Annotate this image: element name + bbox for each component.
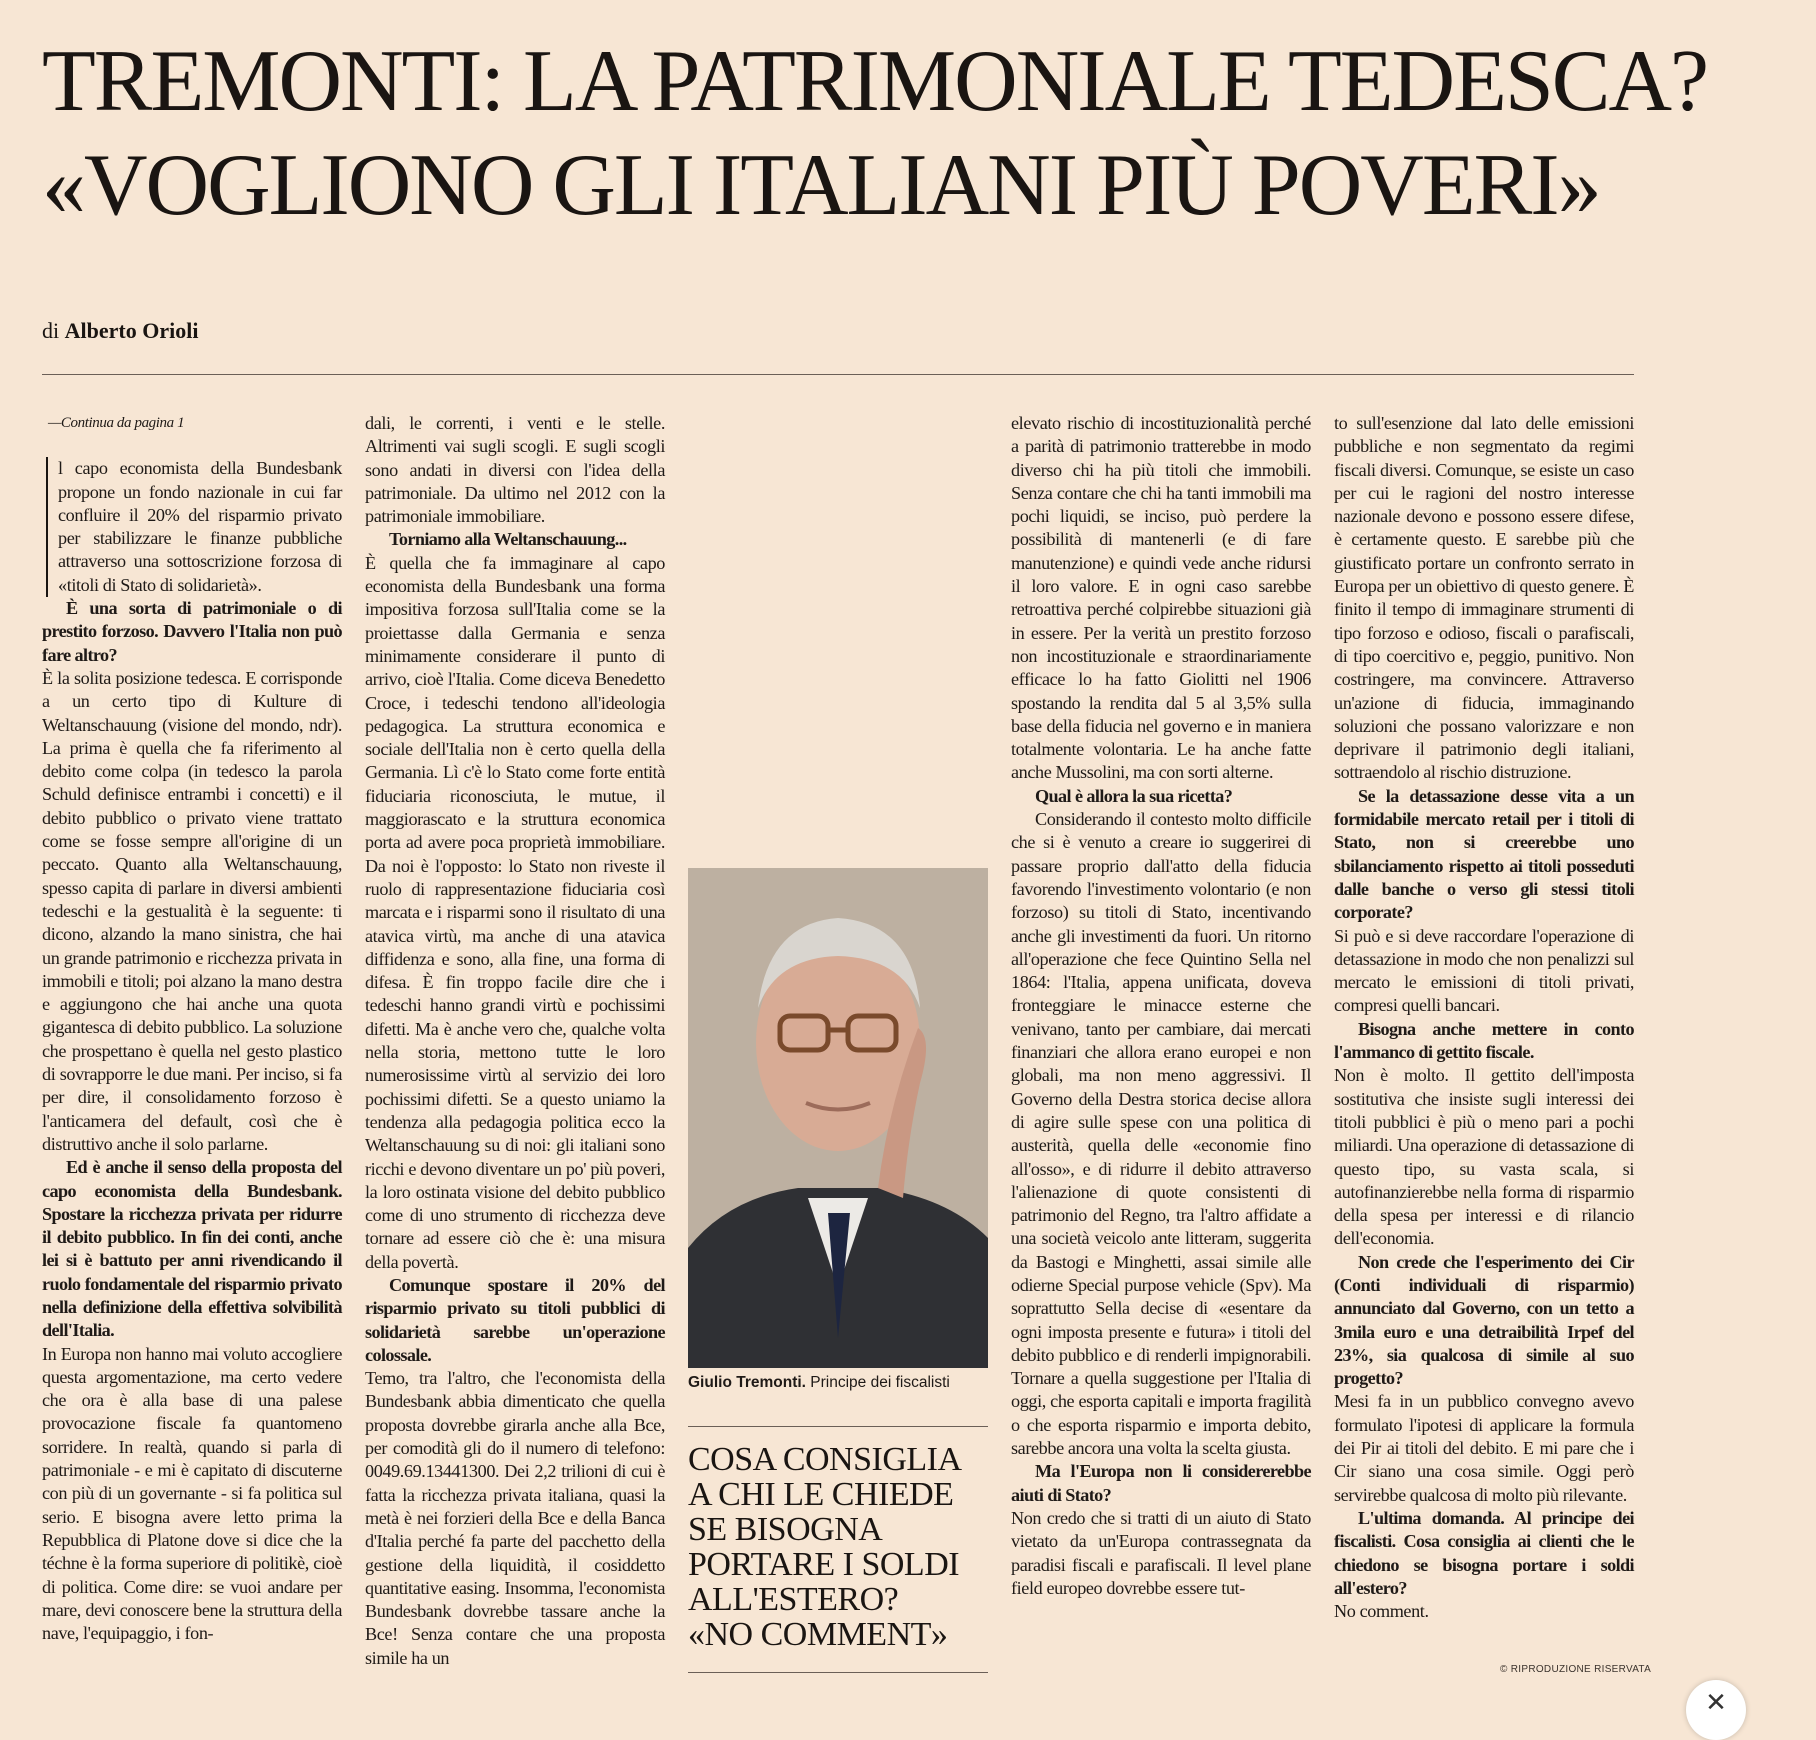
headline-line-2: «VOGLIONO GLI ITALIANI PIÙ POVERI»	[42, 137, 1600, 234]
article-paragraph: È quella che fa immaginare al capo economista della Bundesbank una forma impositiva forzosa sull'Italia come se la proiettasse dalla Germania e senza minimamente considerare il punto di arrivo, cioè l'Italia. Come diceva Benedetto Croce, i tedeschi tendono all'ideologia pedagogica. La struttura economica e sociale dell'Italia non è certo quella della Germania. Lì c'è lo Stato come forte entità fiduciaria riconosciuta, le mutue, il maggiorascato e la struttura economica porta ad avere poca proprietà immobiliare. Da noi è l'opposto: lo Stato non riveste il ruolo di rappresentazione fiduciaria così marcata e i risparmi sono il risultato di una atavica virtù, ma anche di una atavica diffidenza e sono, alla fine, una forma di difesa. È fin troppo facile dire che i tedeschi hanno grandi virtù e pochissimi difetti. Ma è anche vero che, qualche volta nella storia, mettono tutte le loro numerosissime virtù al servizio dei loro pochissimi difetti. Se a questo uniamo la tendenza alla pedagogia politica ecco la Weltanschauung su di noi: gli italiani sono ricchi e devono diventare un po' più poveri, la loro ostinata visione del debito pubblico come di uno strumento di ricchezza deve tornare ad essere ciò che è: una misura della povertà.	[365, 552, 665, 1272]
pullquote-bottom-rule	[688, 1672, 988, 1673]
byline-prefix: di	[42, 318, 60, 343]
byline	[42, 318, 198, 344]
article-paragraph: Mesi fa in un pubblico convegno avevo formulato l'ipotesi di applicare la formula dei Pir ai titoli del debito. E mi pare che i Cir siano una cosa simile. Oggi però servirebbe qualcosa di molto più rilevante.	[1334, 1391, 1634, 1505]
interview-question: Ed è anche il senso della proposta del capo economista della Bundesbank. Spostare la ricchezza privata per ridurre il debito pubblico. In fin dei conti, anche lei si è battuto per anni rivendicando il ruolo fondamentale del risparmio privato nella definizione della effettiva solvibilità dell'Italia.	[42, 1157, 342, 1341]
column-2	[365, 412, 665, 1670]
copyright-note: © RIPRODUZIONE RISERVATA	[1500, 1664, 1652, 1675]
article-paragraph: Non credo che si tratti di un aiuto di Stato vietato da un'Europa contrassegnata da paradisi fiscali e parafiscali. Il level plane field europeo dovrebbe essere tut-	[1011, 1507, 1311, 1598]
pullquote-line: COSA CONSIGLIA	[688, 1441, 962, 1478]
close-icon: ✕	[1705, 1688, 1727, 1718]
pullquote-line: PORTARE I SOLDI	[688, 1546, 960, 1583]
article-paragraph: Considerando il contesto molto difficile che si è venuto a creare io suggerirei di passare proprio dall'atto della fiducia favorendo l'investimento volontario (e non forzoso) su titoli di Stato, incentivando anche gli investimenti da fuori. Un ritorno all'operazione che fece Quintino Sella nel 1864: l'Italia, appena unificata, doveva fronteggiare le minacce esterne che venivano, tanto per cambiare, dai mercati finanziari che allora erano europei e non globali, ma non meno aggressivi. Il Governo della Destra storica decise allora di agire sulle spese con una politica di austerità, quella delle «economie fino all'osso», e di ridurre il debito attraverso l'alienazione di quote consistenti di patrimonio del Regno, tra l'altro affidate a una società veicolo ante litteram, suggerita da Bastogi e Minghetti, assai simile alle odierne Special purpose vehicle (Spv). Ma soprattutto Sella decise di «esentare da ogni imposta presente e futura» i titoli del debito pubblico e di renderli impignorabili. Tornare a quella suggestione per l'Italia di oggi, che esporta capitali e importa fragilità o che esporta risparmio e importa debito, sarebbe ancora una volta la scelta giusta.	[1011, 809, 1311, 1459]
portrait-illustration	[688, 868, 988, 1368]
photo-caption	[688, 1374, 998, 1392]
continued-note: —Continua da pagina 1	[48, 415, 185, 431]
pullquote	[688, 1442, 998, 1652]
caption-name: Giulio Tremonti.	[688, 1374, 806, 1391]
article-paragraph: È la solita posizione tedesca. E corrisponde a un certo tipo di Kulture di Weltanschauung (visione del mondo, ndr). La prima è quella che fa riferimento al debito come colpa (in tedesco la parola Schuld definisce entrambi i concetti) e il debito pubblico o privato viene trattato come se fosse sempre all'origine di un peccato. Quanto alla Weltanschauung, spesso capita di parlare in diversi ambienti tedeschi e la gestualità è la seguente: ti dicono, alzando la mano sinistra, che hai un grande patrimonio e ricchezza privata in immobili e titoli; poi alzano la mano destra e aggiungono che hai anche una quota gigantesca di debito pubblico. La soluzione che prospettano è quella nel gesto plastico di sovrapporre le due mani. Per inciso, si fa per dire, il consolidamento forzoso è l'anticamera del default, così che è distruttivo anche il solo parlarne.	[42, 667, 342, 1154]
header-divider	[42, 374, 1634, 375]
interview-question: Non crede che l'esperimento dei Cir (Conti individuali di risparmio) annunciato dal Governo, con un tetto a 3mila euro e una detraibilità Irpef del 23%, sia qualcosa di simile al suo progetto?	[1334, 1251, 1634, 1389]
article-paragraph: dali, le correnti, i venti e le stelle. Altrimenti vai sugli scogli. E sugli scogli sono andati in diversi con l'idea della patrimoniale. Da ultimo nel 2012 con la patrimoniale immobiliare.	[365, 413, 665, 527]
interview-question: Se la detassazione desse vita a un formidabile mercato retail per i titoli di Stato, non si creerebbe uno sbilanciamento rispetto ai titoli posseduti dalle banche o verso gli stessi titoli corporate?	[1334, 785, 1634, 923]
interview-question: Ma l'Europa non li considererebbe aiuti di Stato?	[1011, 1461, 1311, 1505]
pullquote-line: «NO COMMENT»	[688, 1616, 948, 1653]
pullquote-line: SE BISOGNA	[688, 1511, 883, 1548]
column-1	[42, 412, 342, 1645]
close-button[interactable]	[1686, 1680, 1746, 1740]
interview-question: È una sorta di patrimoniale o di prestito forzoso. Davvero l'Italia non può fare altro?	[42, 598, 342, 665]
caption-text: Principe dei fiscalisti	[810, 1374, 950, 1391]
article-paragraph: elevato rischio di incostituzionalità perché a parità di patrimonio tratterebbe in modo diverso chi ha più titoli che immobili. Senza contare che chi ha tanti immobili ma pochi liquidi, se inciso, può perdere la possibilità di mantenerli (e di fare manutenzione) e quindi vede anche ridursi il loro valore. E in ogni caso sarebbe retroattiva perché colpirebbe situazioni già in essere. Per la verità un prestito forzoso non incostituzionale e straordinariamente efficace lo ha fatto Giolitti nel 1906 spostando la rendita dal 5 al 3,5% sulla base della fiducia nel governo e in maniera totalmente volontaria. Le ha anche fatte anche Mussolini, ma con sorti alterne.	[1011, 413, 1311, 783]
interview-question: Bisogna anche mettere in conto l'ammanco di gettito fiscale.	[1334, 1018, 1634, 1063]
article-paragraph: to sull'esenzione dal lato delle emissioni pubbliche e non segmentato da regimi fiscali diversi. Comunque, se esiste un caso per cui le ragioni del nostro interesse nazionale devono e possono essere difese, è certamente questo. E sarebbe più che giustificato portare un confronto serrato in Europa per un obiettivo di questo genere. È finito il tempo di immaginare strumenti di tipo forzoso e odioso, fiscali o parafiscali, di tipo coercitivo e, peggio, punitivo. Non costringere, ma convincere. Attraverso un'azione di fiducia, immaginando soluzioni che possano valorizzare e non deprivare il patrimonio degli italiani, sottraendolo al rischio distruzione.	[1334, 413, 1634, 783]
article-paragraph: Temo, tra l'altro, che l'economista della Bundesbank abbia dimenticato che quella proposta dovrebbe girarla anche alla Bce, per comodità gli do il numero di telefono: 0049.69.13441300. Dei 2,2 trilioni di cui è fatta la ricchezza privata italiana, quasi la metà è nei forzieri della Bce e della Banca d'Italia perché fa parte del pacchetto della gestione della liquidità, il cosiddetto quantitative easing. Insomma, l'economista Bundesbank dovrebbe tassare anche la Bce! Senza contare che una proposta simile ha un	[365, 1368, 665, 1668]
article-paragraph: l capo economista della Bundesbank propone un fondo nazionale in cui far confluire il 20% del risparmio privato per stabilizzare le finanze pubbliche attraverso una sottoscrizione forzosa di «titoli di Stato di solidarietà».	[46, 457, 342, 597]
article-paragraph: Si può e si deve raccordare l'operazione di detassazione in modo che non penalizzi sul mercato le emissioni di titoli privati, compresi quelli bancari.	[1334, 925, 1634, 1016]
pullquote-line: ALL'ESTERO?	[688, 1581, 899, 1618]
portrait-photo	[688, 868, 988, 1368]
interview-question: Torniamo alla Weltanschauung...	[389, 529, 627, 550]
interview-question: Qual è allora la sua ricetta?	[1035, 785, 1233, 806]
pullquote-top-rule	[688, 1426, 988, 1427]
column-1-body	[42, 457, 342, 1645]
article-paragraph: In Europa non hanno mai voluto accogliere questa argomentazione, ma certo vedere che ora è alla base di una palese provocazione fiscale fa quantomeno sorridere. In realtà, quando si parla di patrimoniale - e mi è capitato di discuterne con più di un governante - si fa politica sul serio. E bisogna avere letto prima la Repubblica di Platone dove si dice che la téchne è la forma superiore di politikè, cioè di politica. Come dire: se vuoi andare per mare, devi conoscere bene la struttura della nave, l'equipaggio, i fon-	[42, 1343, 342, 1644]
author-name: Alberto Orioli	[64, 318, 199, 343]
interview-question: Comunque spostare il 20% del risparmio privato su titoli pubblici di solidarietà sarebbe un'operazione colossale.	[365, 1274, 665, 1365]
article-paragraph: No comment.	[1334, 1601, 1429, 1622]
column-4	[1334, 412, 1634, 1623]
interview-question: L'ultima domanda. Al principe dei fiscalisti. Cosa consiglia ai clienti che le chiedono se bisogna portare i soldi all'estero?	[1334, 1507, 1634, 1598]
article-paragraph: Non è molto. Il gettito dell'imposta sostitutiva che insiste sugli interessi dei titoli pubblici è più o meno pari a pochi miliardi. Una operazione di detassazione di questo tipo, su vasta scala, si autofinanzierebbe nella forma di risparmio della spesa per interessi e di rilancio dell'economia.	[1334, 1065, 1634, 1249]
column-3	[1011, 412, 1311, 1600]
headline	[42, 30, 1708, 238]
headline-line-1: TREMONTI: LA PATRIMONIALE TEDESCA?	[42, 33, 1708, 130]
pullquote-line: A CHI LE CHIEDE	[688, 1476, 954, 1513]
